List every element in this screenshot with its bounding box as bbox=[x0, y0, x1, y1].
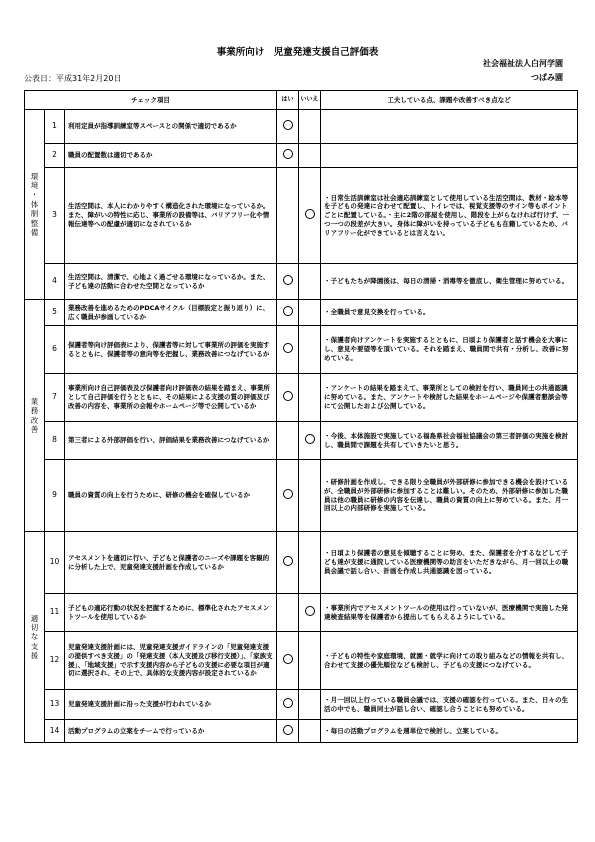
answer-no-cell bbox=[299, 264, 321, 300]
improvement-note: ・事業所内でアセスメントツールの使用は行っていないが、医療機関で実施した発達検査結果等を保護者から提出してもらえるようにしている。 bbox=[321, 594, 578, 632]
circle-mark-icon bbox=[283, 275, 293, 285]
table-row bbox=[25, 110, 578, 144]
organization-name: 社会福祉法人白河学園 bbox=[483, 59, 563, 68]
circle-mark-icon bbox=[283, 556, 293, 566]
item-number: 6 bbox=[45, 326, 65, 374]
check-item-text: 児童発達支援計画には、児童発達支援ガイドラインの「児童発達支援の提供すべき支援」の「発達支援（本人支援及び移行支援）」、「家族支援」、「地域支援」で示す支援内容から子どもの支援に必要な項目が適切に選択され、その上で、具体的な支援内容が設定されているか bbox=[65, 632, 277, 690]
answer-yes-cell bbox=[277, 690, 299, 720]
category-label bbox=[25, 110, 45, 300]
answer-no-cell bbox=[299, 690, 321, 720]
improvement-note: ・保護者向けアンケートを実施するとともに、日頃より保護者と話す機会を大事にし、意見や要望等を頂いている。それを踏まえ、職員間で共有・分析し、改善に努めている。 bbox=[321, 326, 578, 374]
category-char: ・ bbox=[30, 190, 39, 200]
item-number: 13 bbox=[45, 690, 65, 720]
circle-mark-icon bbox=[283, 391, 293, 401]
answer-no-cell bbox=[299, 422, 321, 460]
header-yes: はい bbox=[277, 91, 299, 110]
header-row bbox=[25, 91, 578, 110]
check-item-text: 第三者による外部評価を行い、評価結果を業務改善につなげているか bbox=[65, 422, 277, 460]
check-item-text: 生活空間は、本人にわかりやすく構造化された環境になっているか。また、障がいの特性に応じ、事業所の設備等は、バリアフリー化や情報伝達等への配慮が適切になされているか bbox=[65, 168, 277, 264]
item-number: 14 bbox=[45, 720, 65, 743]
answer-yes-cell bbox=[277, 326, 299, 374]
circle-mark-icon bbox=[283, 698, 293, 708]
answer-no-cell bbox=[299, 144, 321, 168]
category-char: 援 bbox=[30, 651, 39, 661]
answer-yes-cell bbox=[277, 460, 299, 532]
category-label bbox=[25, 532, 45, 743]
improvement-note: ・子どもの特性や家庭環境、就園・就学に向けての取り組みなどの情報を共有し、合わせて支援の優先順位なども検討し、子どもの支援につなげている。 bbox=[321, 632, 578, 690]
circle-mark-icon bbox=[283, 343, 293, 353]
facility-name: つばみ園 bbox=[531, 73, 563, 82]
improvement-note: ・子どもたちが降園後は、毎日の清掃・消毒等を徹底し、衛生管理に努めている。 bbox=[321, 264, 578, 300]
category-char: 善 bbox=[30, 424, 39, 434]
check-item-text: 職員の配置数は適切であるか bbox=[65, 144, 277, 168]
check-item-text: 職員の資質の向上を行うために、研修の機会を確保しているか bbox=[65, 460, 277, 532]
circle-mark-icon bbox=[283, 149, 293, 159]
improvement-note bbox=[321, 110, 578, 144]
check-item-text: 事業所向け自己評価表及び保護者向け評価表の結果を踏まえ、事業所として自己評価を行うとともに、その結果による支援の質の評価及び改善の内容を、事業所の会報やホームページ等で公開しているか bbox=[65, 374, 277, 422]
answer-no-cell bbox=[299, 632, 321, 690]
header-check: チェック項目 bbox=[25, 91, 277, 110]
circle-mark-icon bbox=[283, 725, 293, 735]
improvement-note: ・月一回以上行っている職員会議では、支援の確認を行っている。また、日々の生活の中でも、職員同士が話し合い、確認し合うことにも努めている。 bbox=[321, 690, 578, 720]
circle-mark-icon bbox=[305, 209, 315, 219]
table-row bbox=[25, 690, 578, 720]
item-number: 5 bbox=[45, 300, 65, 326]
table-row bbox=[25, 460, 578, 532]
circle-mark-icon bbox=[283, 489, 293, 499]
circle-mark-icon bbox=[305, 434, 315, 444]
table-row bbox=[25, 632, 578, 690]
category-char: 整 bbox=[30, 218, 39, 228]
answer-yes-cell bbox=[277, 374, 299, 422]
circle-mark-icon bbox=[305, 606, 315, 616]
category-label bbox=[25, 300, 45, 532]
circle-mark-icon bbox=[283, 306, 293, 316]
category-char: 業 bbox=[30, 396, 39, 406]
category-char: 制 bbox=[30, 209, 39, 219]
category-char: 境 bbox=[30, 181, 39, 191]
item-number: 12 bbox=[45, 632, 65, 690]
check-item-text: 業務改善を進めるためのPDCAサイクル（目標設定と振り返り）に、広く職員が参画しているか bbox=[65, 300, 277, 326]
improvement-note: ・日頃より保護者の意見を傾聴することに努め、また、保護者を介するなどして子ども達が支援に通院している医療機関等の助言をいただきながら、月一回以上の職員会議で話し合い、計画を作成し共通認識を図っている。 bbox=[321, 532, 578, 594]
check-item-text: アセスメントを適切に行い、子どもと保護者のニーズや課題を客観的に分析した上で、児童発達支援計画を作成しているか bbox=[65, 532, 277, 594]
item-number: 2 bbox=[45, 144, 65, 168]
item-number: 7 bbox=[45, 374, 65, 422]
category-char: な bbox=[30, 632, 39, 642]
category-char: 改 bbox=[30, 415, 39, 425]
table-row bbox=[25, 168, 578, 264]
table-row bbox=[25, 374, 578, 422]
item-number: 4 bbox=[45, 264, 65, 300]
circle-mark-icon bbox=[283, 120, 293, 130]
evaluation-table bbox=[24, 90, 578, 743]
answer-yes-cell bbox=[277, 594, 299, 632]
check-item-text: 子どもの適応行動の状況を把握するために、標準化されたアセスメントツールを使用しているか bbox=[65, 594, 277, 632]
category-char: 切 bbox=[30, 622, 39, 632]
answer-yes-cell bbox=[277, 300, 299, 326]
circle-mark-icon bbox=[283, 654, 293, 664]
answer-no-cell bbox=[299, 594, 321, 632]
table-row bbox=[25, 300, 578, 326]
answer-yes-cell bbox=[277, 264, 299, 300]
improvement-note: ・今後、本体施設で実施している福島県社会福祉協議会の第三者評価の実施を検討し、職員間で課題を共有していきたいと思う。 bbox=[321, 422, 578, 460]
answer-yes-cell bbox=[277, 144, 299, 168]
answer-no-cell bbox=[299, 532, 321, 594]
table-row bbox=[25, 532, 578, 594]
category-char: 備 bbox=[30, 227, 39, 237]
check-item-text: 保護者等向け評価表により、保護者等に対して事業所の評価を実施するとともに、保護者等の意向等を把握し、業務改善につなげているか bbox=[65, 326, 277, 374]
improvement-note: ・アンケートの結果を踏まえて、事業所としての検討を行い、職員同士の共通認識に努めている。また、アンケートや検討した結果をホームページや保護者懇談会等にて公開したおよび公開している。 bbox=[321, 374, 578, 422]
item-number: 8 bbox=[45, 422, 65, 460]
answer-no-cell bbox=[299, 168, 321, 264]
answer-no-cell bbox=[299, 460, 321, 532]
improvement-note: ・研修計画を作成し、できる限り全職員が外部研修に参加できる機会を設けているが、全職員が外部研修に参加することは難しい。そのため、外部研修に参加した職員は他の職員に研修の内容を伝達し、職員の資質の向上に努めている。また、月一回以上の内部研修を実施している。 bbox=[321, 460, 578, 532]
answer-no-cell bbox=[299, 326, 321, 374]
category-char: 体 bbox=[30, 199, 39, 209]
header-notes: 工夫している点、課題や改善すべき点など bbox=[321, 91, 578, 110]
answer-yes-cell bbox=[277, 422, 299, 460]
document-title: 事業所向け 児童発達支援自己評価表 bbox=[216, 47, 379, 58]
answer-no-cell bbox=[299, 300, 321, 326]
answer-yes-cell bbox=[277, 632, 299, 690]
answer-yes-cell bbox=[277, 720, 299, 743]
answer-no-cell bbox=[299, 720, 321, 743]
table-row bbox=[25, 264, 578, 300]
category-char: 環 bbox=[30, 171, 39, 181]
check-item-text: 児童発達支援計画に沿った支援が行われているか bbox=[65, 690, 277, 720]
improvement-note bbox=[321, 144, 578, 168]
table-row bbox=[25, 422, 578, 460]
improvement-note: ・日常生活訓練室は社会適応訓練室として使用している生活空間は、教材・絵本等を子どもの発達に合わせて配置し、トイレでは、視覚支援等のサイン等もポイントごとに配置している。・主に2階の部屋を使用し、階段を上がらなければ行けず、一つ一つの段差が大きい。身体に障がいを持っている子どもも在籍しているため、バリアフリー化ができているとは言えない。 bbox=[321, 168, 578, 264]
check-item-text: 活動プログラムの立案をチームで行っているか bbox=[65, 720, 277, 743]
item-number: 10 bbox=[45, 532, 65, 594]
check-item-text: 生活空間は、清潔で、心地よく過ごせる環境になっているか。また、子ども達の活動に合わせた空間となっているか bbox=[65, 264, 277, 300]
check-item-text: 利用定員が指導訓練室等スペースとの関係で適切であるか bbox=[65, 110, 277, 144]
item-number: 9 bbox=[45, 460, 65, 532]
improvement-note: ・毎日の活動プログラムを週単位で検討し、立案している。 bbox=[321, 720, 578, 743]
category-char: 務 bbox=[30, 406, 39, 416]
category-char: 支 bbox=[30, 641, 39, 651]
answer-no-cell bbox=[299, 110, 321, 144]
answer-yes-cell bbox=[277, 168, 299, 264]
table-row bbox=[25, 326, 578, 374]
answer-yes-cell bbox=[277, 110, 299, 144]
category-char: 適 bbox=[30, 613, 39, 623]
table-row bbox=[25, 144, 578, 168]
publication-date: 公表日：平成31年2月20日 bbox=[24, 74, 122, 83]
table-row bbox=[25, 594, 578, 632]
item-number: 11 bbox=[45, 594, 65, 632]
table-row bbox=[25, 720, 578, 743]
item-number: 1 bbox=[45, 110, 65, 144]
answer-no-cell bbox=[299, 374, 321, 422]
improvement-note: ・全職員で意見交換を行っている。 bbox=[321, 300, 578, 326]
header-no: いいえ bbox=[299, 91, 321, 110]
item-number: 3 bbox=[45, 168, 65, 264]
answer-yes-cell bbox=[277, 532, 299, 594]
